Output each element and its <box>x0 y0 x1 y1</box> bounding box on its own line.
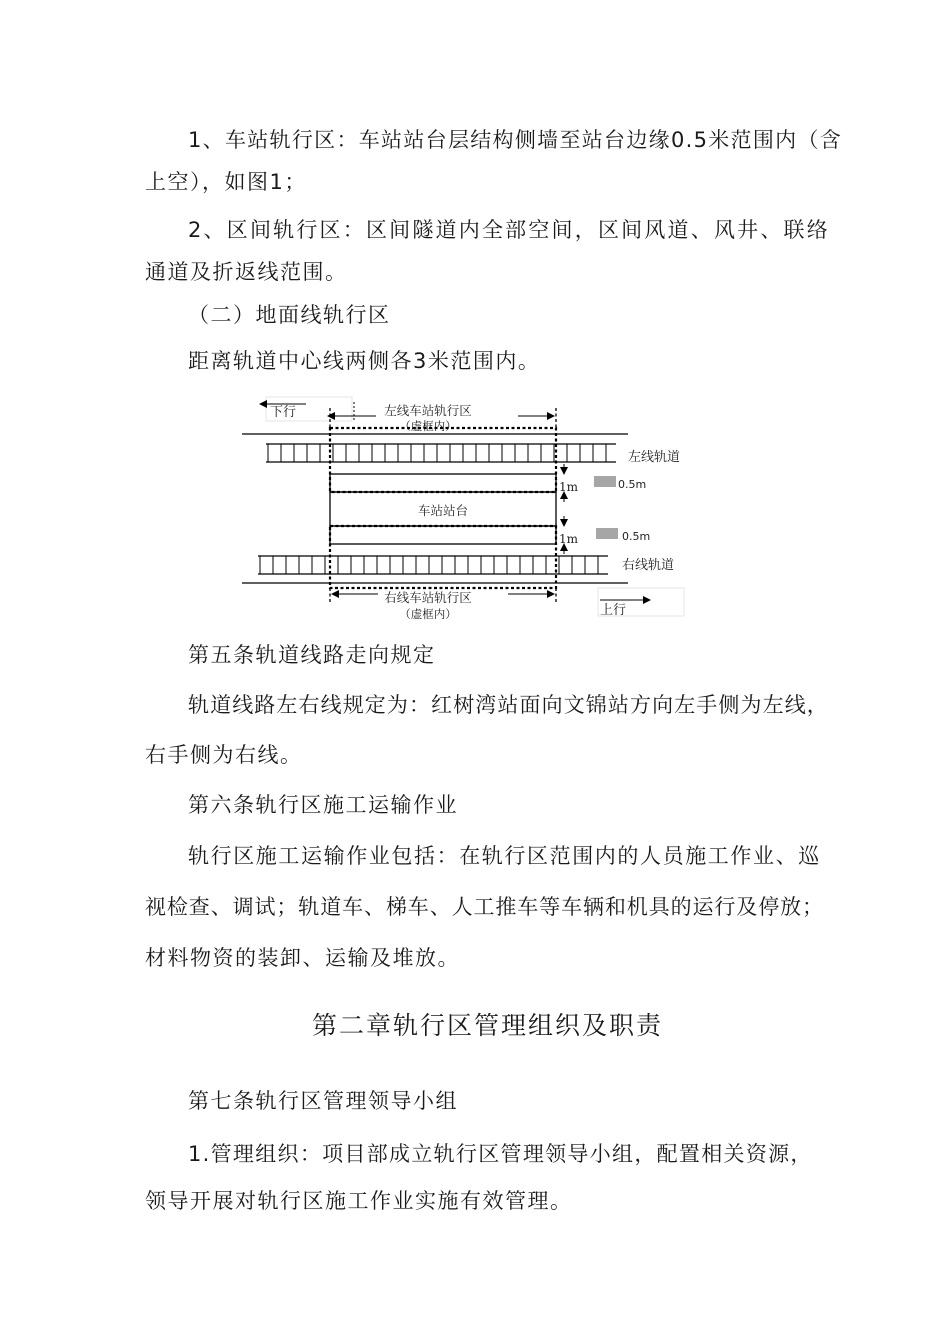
legend-label-top: 0.5m <box>618 478 647 491</box>
left-track <box>266 444 616 462</box>
article7-line1: 1.管理组织：项目部成立轨行区管理领导小组，配置相关资源， <box>188 1142 813 1166</box>
article6-line1: 轨行区施工运输作业包括：在轨行区范围内的人员施工作业、巡 <box>188 844 821 868</box>
left-track-label: 左线轨道 <box>628 450 681 465</box>
legend-swatch-bottom <box>596 528 618 539</box>
legend-label-bottom: 0.5m <box>622 530 651 543</box>
item1-line2: 上空），如图1； <box>145 170 307 194</box>
article6-title: 第六条轨行区施工运输作业 <box>188 793 458 817</box>
up-label: 上行 <box>600 603 627 618</box>
article6-line3: 材料物资的装卸、运输及堆放。 <box>145 946 460 970</box>
article5-title: 第五条轨道线路走向规定 <box>188 643 436 667</box>
left-zone-label-line1: 左线车站轨行区 <box>384 403 472 418</box>
article5-line2: 右手侧为右线。 <box>145 743 303 767</box>
article6-line2: 视检查、调试；轨道车、梯车、人工推车等车辆和机具的运行及停放； <box>145 895 824 919</box>
chapter2-title: 第二章轨行区管理组织及职责 <box>312 1011 664 1040</box>
platform-label: 车站站台 <box>417 503 469 518</box>
dim-1m-top: 1m <box>559 480 579 494</box>
track-zone-diagram <box>238 394 690 626</box>
legend-swatch-top <box>594 476 616 487</box>
left-zone-dashed-box <box>330 428 556 492</box>
left-zone-label-line2: （虚框内） <box>399 419 457 433</box>
right-zone-label-line2: （虚框内） <box>399 607 457 621</box>
item1-line1: 1、车站轨行区：车站站台层结构侧墙至站台边缘0.5米范围内（含 <box>188 128 843 152</box>
article7-line2: 领导开展对轨行区施工作业实施有效管理。 <box>145 1189 573 1213</box>
item2-line1: 2、区间轨行区：区间隧道内全部空间，区间风道、风井、联络 <box>188 218 830 242</box>
right-track-label: 右线轨道 <box>622 558 675 573</box>
article7-title: 第七条轨行区管理领导小组 <box>188 1089 458 1113</box>
article5-line1: 轨道线路左右线规定为：红树湾站面向文锦站方向左手侧为左线， <box>188 693 829 717</box>
sub2-title: （二）地面线轨行区 <box>188 303 391 327</box>
down-label: 下行 <box>270 405 297 420</box>
sub2-text: 距离轨道中心线两侧各3米范围内。 <box>188 349 541 373</box>
item2-line2: 通道及折返线范围。 <box>145 260 348 284</box>
dim-1m-bottom: 1m <box>559 532 579 546</box>
right-zone-label-line1: 右线车站轨行区 <box>384 590 472 605</box>
